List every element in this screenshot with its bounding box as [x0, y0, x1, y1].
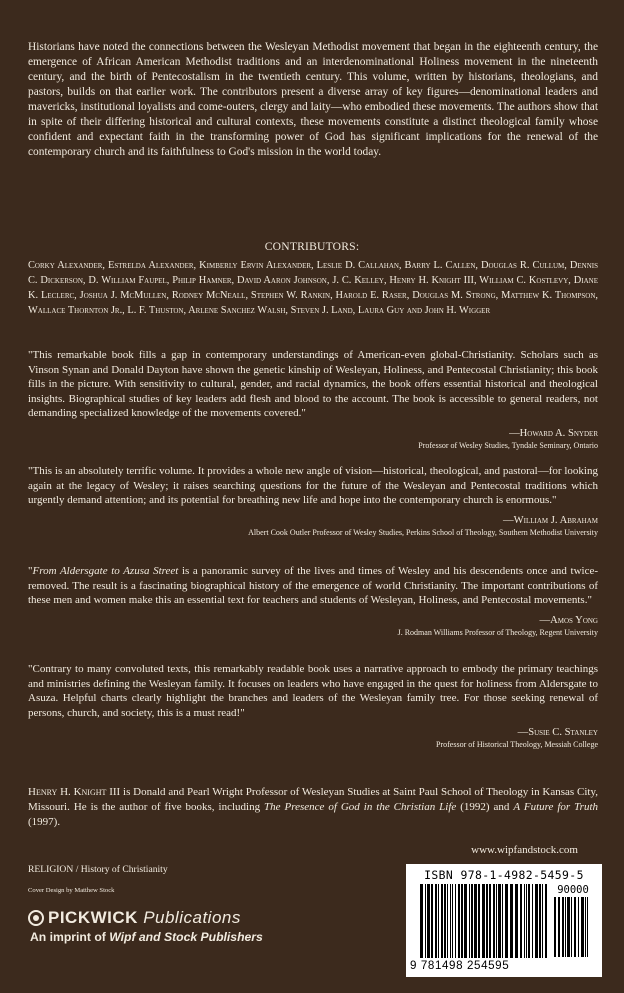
barcode-bar [542, 884, 543, 958]
barcode-bar [498, 884, 501, 958]
price-code: 90000 [557, 884, 589, 896]
barcode-bar [526, 884, 527, 958]
endorser-name: —Howard A. Snyder [509, 427, 598, 439]
barcode-bar [482, 884, 485, 958]
endorsement-text: "Contrary to many convoluted texts, this remarkably readable book uses a narrative approach to embody the primary teachings and ministries defining the Wesleyan family. It focuses on leaders who have engaged in the quest for holiness from Aldersgate to Asuza. Helpful charts clearly highlight the branches and leaders of the Wesleyan family tree. For those seeking renewal of persons, church, and society, this is a must read!" [28, 663, 598, 719]
barcode-bar [539, 884, 541, 958]
barcode-bar [478, 884, 480, 958]
bio-text: (1997). [28, 816, 61, 828]
pickwick-emblem-icon [28, 910, 44, 926]
barcode-bar [502, 884, 503, 958]
cover-design-credit: Cover Design by Matthew Stock [28, 887, 115, 894]
barcode-bar [532, 884, 533, 958]
endorser-name: —William J. Abraham [503, 514, 598, 526]
endorser-name: —Amos Yong [539, 614, 598, 626]
barcode-digits: 9 781498 254595 [410, 959, 510, 972]
barcode-bar [444, 884, 446, 958]
barcode-bar [574, 897, 576, 957]
barcode-bar [458, 884, 460, 958]
imprint-name: Wipf and Stock Publishers [109, 930, 263, 944]
publisher-website: www.wipfandstock.com [471, 844, 578, 856]
barcode-bar [585, 897, 586, 957]
bio-text: (1992) and [456, 801, 514, 813]
barcode-addon-bars [554, 897, 592, 957]
barcode-bar [565, 897, 566, 957]
barcode-bar [469, 884, 470, 958]
publisher-logo [28, 908, 288, 944]
endorser-name: —Susie C. Stanley [517, 727, 598, 739]
endorser-role: J. Rodman Williams Professor of Theology, Regent University [397, 627, 598, 637]
endorsement-text: "This remarkable book fills a gap in contemporary understandings of American-even global-Christianity. Scholars such as Vinson Synan and Donald Dayton have shown the genetic kinship of Wesleyan, Holiness, and Pentecostal Christianity; this book fills in the picture. With sensitivity to cultural, gender, and racial dynamics, the book offers essential historical and theological insights. Biographical studies of key leaders add flesh and blood to the account. The book is accessible to general readers, not demanding specialized knowledge of the movements covered." [28, 349, 598, 420]
barcode-bar [578, 897, 579, 957]
barcode-bar [486, 884, 488, 958]
publisher-name-main: PICKWICK [48, 908, 138, 927]
barcode-bar [455, 884, 456, 958]
barcode-bar [528, 884, 530, 958]
publisher-name-suffix: Publications [143, 908, 241, 927]
barcode-bar [567, 897, 570, 957]
contributors-heading: CONTRIBUTORS: [264, 240, 360, 253]
isbn-label: ISBN 978-1-4982-5459-5 [424, 868, 584, 882]
publisher-name [48, 908, 241, 928]
endorser-role: Professor of Historical Theology, Messiah College [436, 740, 598, 750]
imprint-prefix: An imprint of [30, 930, 110, 944]
barcode-bar [562, 897, 564, 957]
barcode-bar [447, 884, 448, 958]
barcode-bar [431, 884, 433, 958]
bio-text: is Donald and Pearl Wright Professor of Wesleyan Studies at Saint Paul School of Theology in Kansas City, Missouri. He is the author of five books, including [28, 786, 598, 813]
barcode-bar [535, 884, 538, 958]
barcode-bar [520, 884, 522, 958]
barcode-bar [435, 884, 437, 958]
barcode-bar [461, 884, 463, 958]
endorsement-stanley [28, 662, 598, 750]
quote-body: is a panoramic survey of the lives and times of Wesley and his descendents once and twice-removed. The result is a fascinating biographical history of the emergence of world Christianity. The important contributions of these men and women make this an essential text for teachers and students of Wesleyan, Holiness, and Pentecostal movements." [28, 565, 598, 607]
endorsement-text [28, 564, 598, 608]
barcode-bar [524, 884, 525, 958]
barcode-bar [510, 884, 513, 958]
endorsement-abraham [28, 464, 598, 538]
barcode-bar [558, 897, 560, 957]
barcode-bar [474, 884, 477, 958]
bisac-category: RELIGION / History of Christianity [28, 864, 168, 875]
barcode-bar [420, 884, 423, 958]
barcode-bar [587, 897, 588, 957]
book-description: Historians have noted the connections between the Wesleyan Methodist movement that began in the eighteenth century, the emergence of African American Methodist traditions and an interdenominational Holiness movement in the nineteenth century, and the birth of Pentecostalism in the twentieth century. This volume, written by historians, theologians, and pastors, builds on that earlier work. The contributors present a diverse array of key figures—denominational leaders and mavericks, institutional loyalists and come-outers, clergy and laity—who embodied these movements. The authors show that in spite of their differing historical and cultural contexts, these movements constitute a distinct theological family whose confident and expectant faith in the transforming power of God has significant implications for the renewal of the contemporary church and its faithfulness to God's mission in the world today. [28, 41, 598, 158]
bio-book-title: A Future for Truth [513, 801, 598, 813]
barcode-bar [471, 884, 473, 958]
barcode-bar [545, 884, 547, 958]
author-bio [28, 785, 598, 830]
barcode-bar [438, 884, 439, 958]
endorser-role: Professor of Wesley Studies, Tyndale Seminary, Ontario [418, 440, 598, 450]
endorsement-yong [28, 564, 598, 638]
endorsement-text: "This is an absolutely terrific volume. It provides a whole new angle of vision—historical, theological, and pastoral—for looking again at the legacy of Wesley; it raises searching questions for the future of the Wesleyan and Pentecostal traditions which urgently demand attention; and its potential for breathing new life and hope into the contemporary church is enormous." [28, 465, 598, 507]
barcode-bar [581, 897, 584, 957]
isbn-barcode [406, 864, 602, 977]
contributors-list: Corky Alexander, Estrelda Alexander, Kimberly Ervin Alexander, Leslie D. Callahan, Barry L. Callen, Douglas R. Cullum, Dennis C. Dickerson, D. William Faupel, Philip Hamner, David Aaron Johnson, J. C. Kelley, Henry H. Knight III, William C. Kostlevy, Diane K. Leclerc, Joshua J. McMullen, Rodney McNeall, Stephen W. Rankin, Harold E. Raser, Douglas M. Strong, Matthew K. Thompson, Wallace Thornton Jr., L. F. Thuston, Arlene Sanchez Walsh, Steven J. Land, Laura Guy and John H. Wigger [28, 260, 598, 316]
barcode-bar [450, 884, 451, 958]
endorsement-snyder [28, 348, 598, 451]
barcode-bar [489, 884, 491, 958]
barcode-bar [515, 884, 518, 958]
barcode-bar [441, 884, 443, 958]
barcode-main-bars [420, 884, 548, 958]
publisher-imprint [28, 930, 288, 944]
barcode-bar [427, 884, 430, 958]
barcode-bar [464, 884, 467, 958]
barcode-bar [425, 884, 426, 958]
barcode-bar [496, 884, 497, 958]
barcode-bar [452, 884, 453, 958]
endorser-role: Albert Cook Outler Professor of Wesley Studies, Perkins School of Theology, Southern Methodist University [248, 527, 598, 537]
barcode-bar [554, 897, 556, 957]
barcode-bar [493, 884, 495, 958]
author-name: Henry H. Knight III [28, 786, 121, 798]
barcode-bar [571, 897, 572, 957]
quote-open: " [28, 565, 33, 577]
bio-book-title: The Presence of God in the Christian Life [264, 801, 457, 813]
book-title: From Aldersgate to Azusa Street [32, 565, 179, 577]
barcode-bar [505, 884, 508, 958]
